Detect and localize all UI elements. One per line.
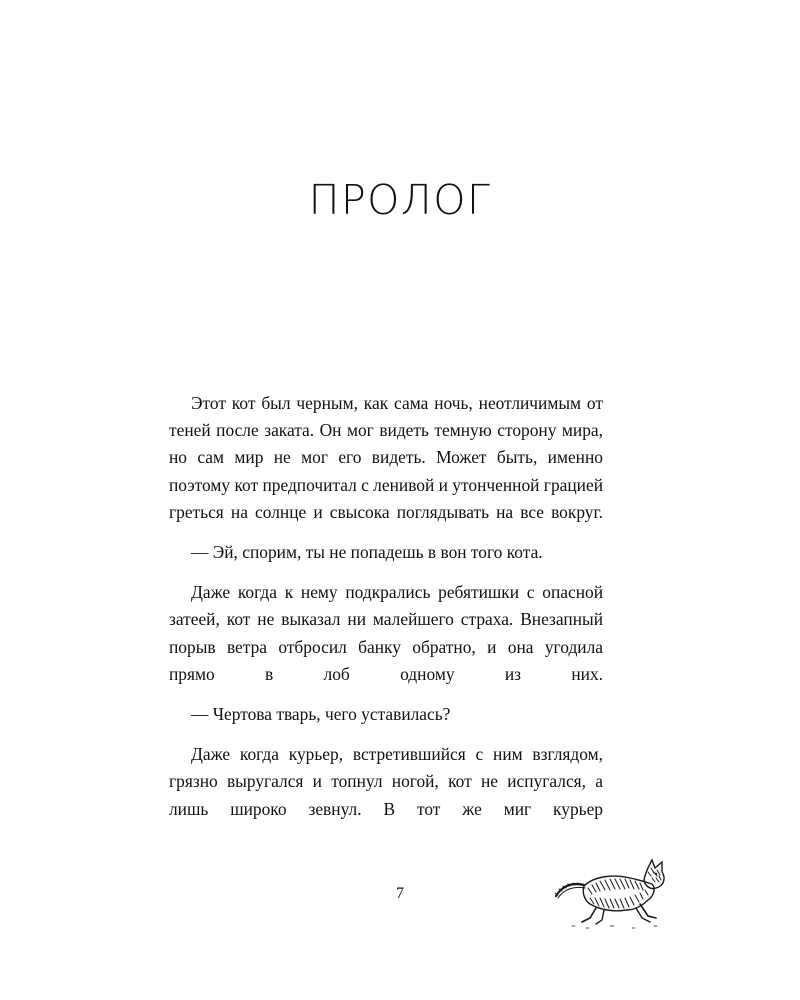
body-text bbox=[169, 390, 603, 823]
cat-icon bbox=[552, 852, 672, 932]
chapter-title: ПРОЛОГ bbox=[308, 176, 492, 225]
paragraph-5: Даже когда курьер, встретившийся с ним взглядом, грязно выругался и топнул ногой, кот не испугался, а лишь широко зевнул. В тот же миг курьер bbox=[169, 744, 603, 819]
paragraph-2-dialogue: — Эй, спорим, ты не попадешь в вон того кота. bbox=[191, 542, 543, 563]
paragraph-4-dialogue: — Чертова тварь, чего уставилась? bbox=[191, 704, 451, 725]
paragraph-3: Даже когда к нему подкрались ребятишки с опасной затеей, кот не выказал ни малейшего страха. Внезапный порыв ветра отбросил банку обратно, и она угодила прямо в лоб одному из них. bbox=[169, 582, 603, 684]
page-number: 7 bbox=[396, 885, 404, 902]
paragraph-1: Этот кот был черным, как сама ночь, неотличимым от теней после заката. Он мог видеть темную сторону мира, но сам мир не мог его видеть. Может быть, именно поэтому кот предпочитал с ленивой и утонченной грацией греться на солнце и свысока поглядывать на все вокруг. bbox=[169, 393, 603, 522]
